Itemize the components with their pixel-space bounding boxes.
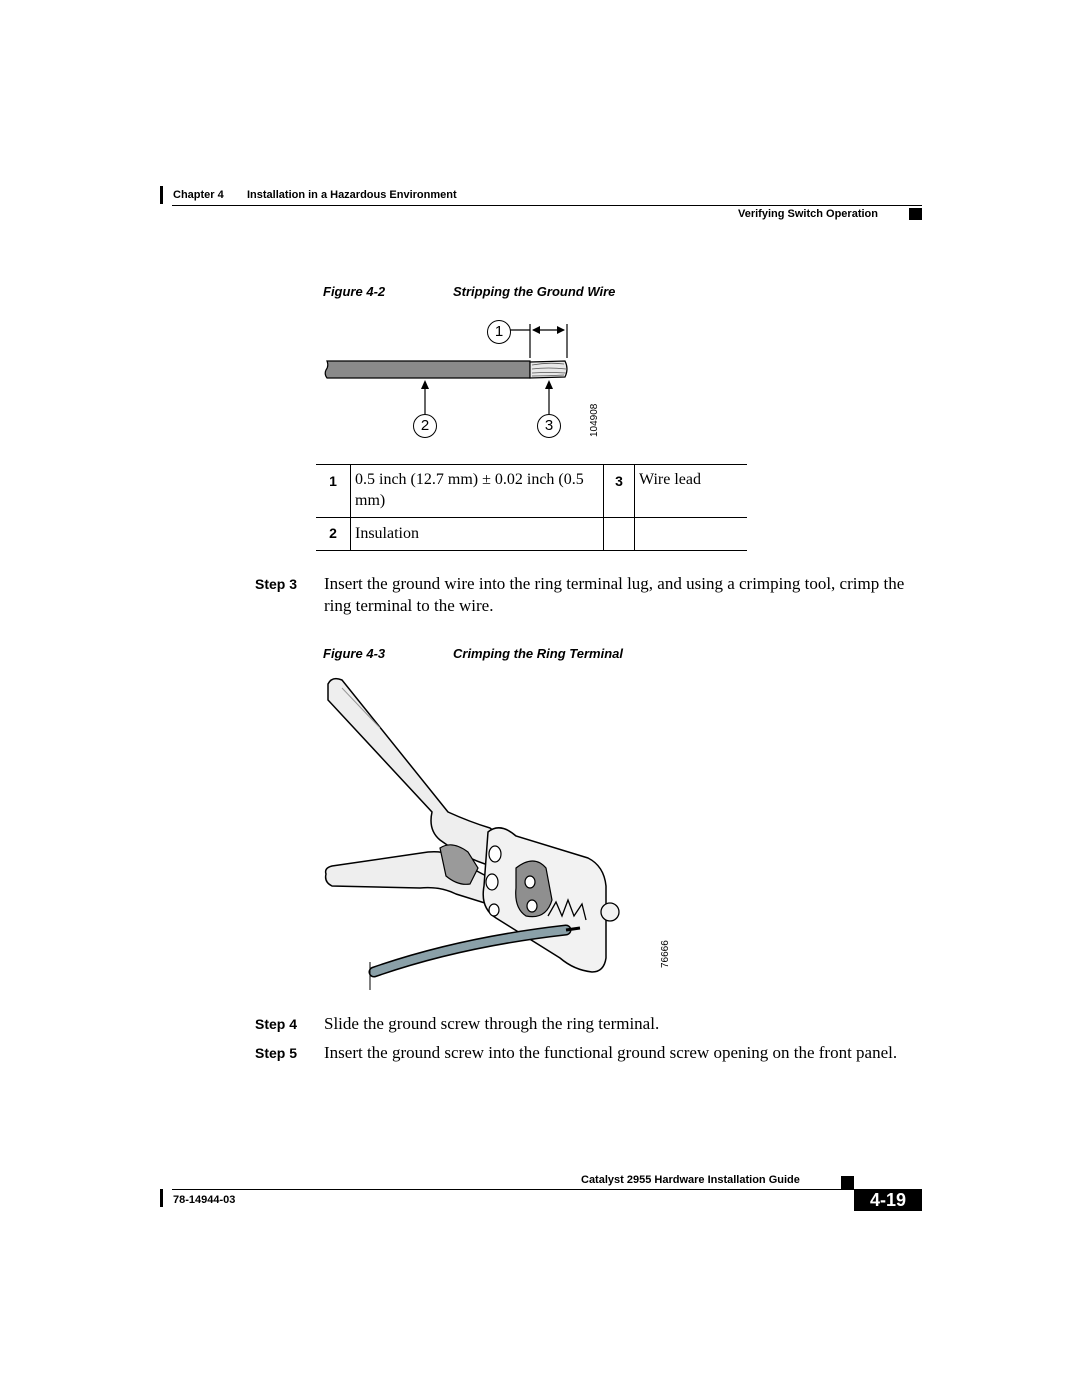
callout-3: 3 (537, 414, 561, 438)
step-5-text: Insert the ground screw into the functional ground screw opening on the front panel. (324, 1043, 898, 1062)
figure2-label: Figure 4-2 (323, 284, 386, 299)
legend-num: 1 (316, 465, 351, 518)
footer-rule (172, 1189, 922, 1190)
step-4-label: Step 4 (255, 1016, 298, 1032)
header-chapter: Chapter 4 (173, 189, 224, 201)
figure3-title: Crimping the Ring Terminal (453, 646, 623, 661)
figure2-art-id: 104908 (589, 403, 600, 437)
footer-left-bar (160, 1189, 163, 1207)
crimping-tool-illustration (320, 672, 640, 992)
step-3-text: Insert the ground wire into the ring terminal lug, and using a crimping tool, crimp the ring terminal to the wire. (324, 574, 905, 615)
legend-num (604, 518, 635, 551)
page-number: 4-19 (854, 1190, 922, 1211)
legend-row (316, 518, 747, 551)
figure3-art-id: 76666 (660, 940, 671, 968)
legend-num: 3 (604, 465, 635, 518)
legend-text (635, 518, 748, 551)
header-left-bar (160, 186, 163, 204)
step-4-text: Slide the ground screw through the ring terminal. (324, 1014, 660, 1033)
footer-guide-title: Catalyst 2955 Hardware Installation Guide (581, 1174, 800, 1186)
header-section: Verifying Switch Operation (738, 208, 878, 220)
step-3-label: Step 3 (255, 576, 298, 592)
figure3-label: Figure 4-3 (323, 646, 386, 661)
legend-text: Wire lead (635, 465, 748, 518)
legend-num: 2 (316, 518, 351, 551)
step-5-label: Step 5 (255, 1045, 298, 1061)
header-rule (172, 205, 922, 206)
figure2-title: Stripping the Ground Wire (453, 284, 616, 299)
legend-row (316, 465, 747, 518)
figure2-legend-table (316, 464, 747, 551)
footer-square (841, 1176, 854, 1189)
wire-stripping-illustration (320, 318, 620, 448)
legend-text: 0.5 inch (12.7 mm) ± 0.02 inch (0.5 mm) (351, 465, 604, 518)
wire-insulation (325, 361, 530, 378)
callout-2: 2 (413, 414, 437, 438)
header-square (909, 208, 922, 220)
footer-doc-number: 78-14944-03 (173, 1194, 236, 1206)
callout-1: 1 (487, 320, 511, 344)
legend-text: Insulation (351, 518, 604, 551)
header-chapter-title: Installation in a Hazardous Environment (247, 189, 457, 201)
